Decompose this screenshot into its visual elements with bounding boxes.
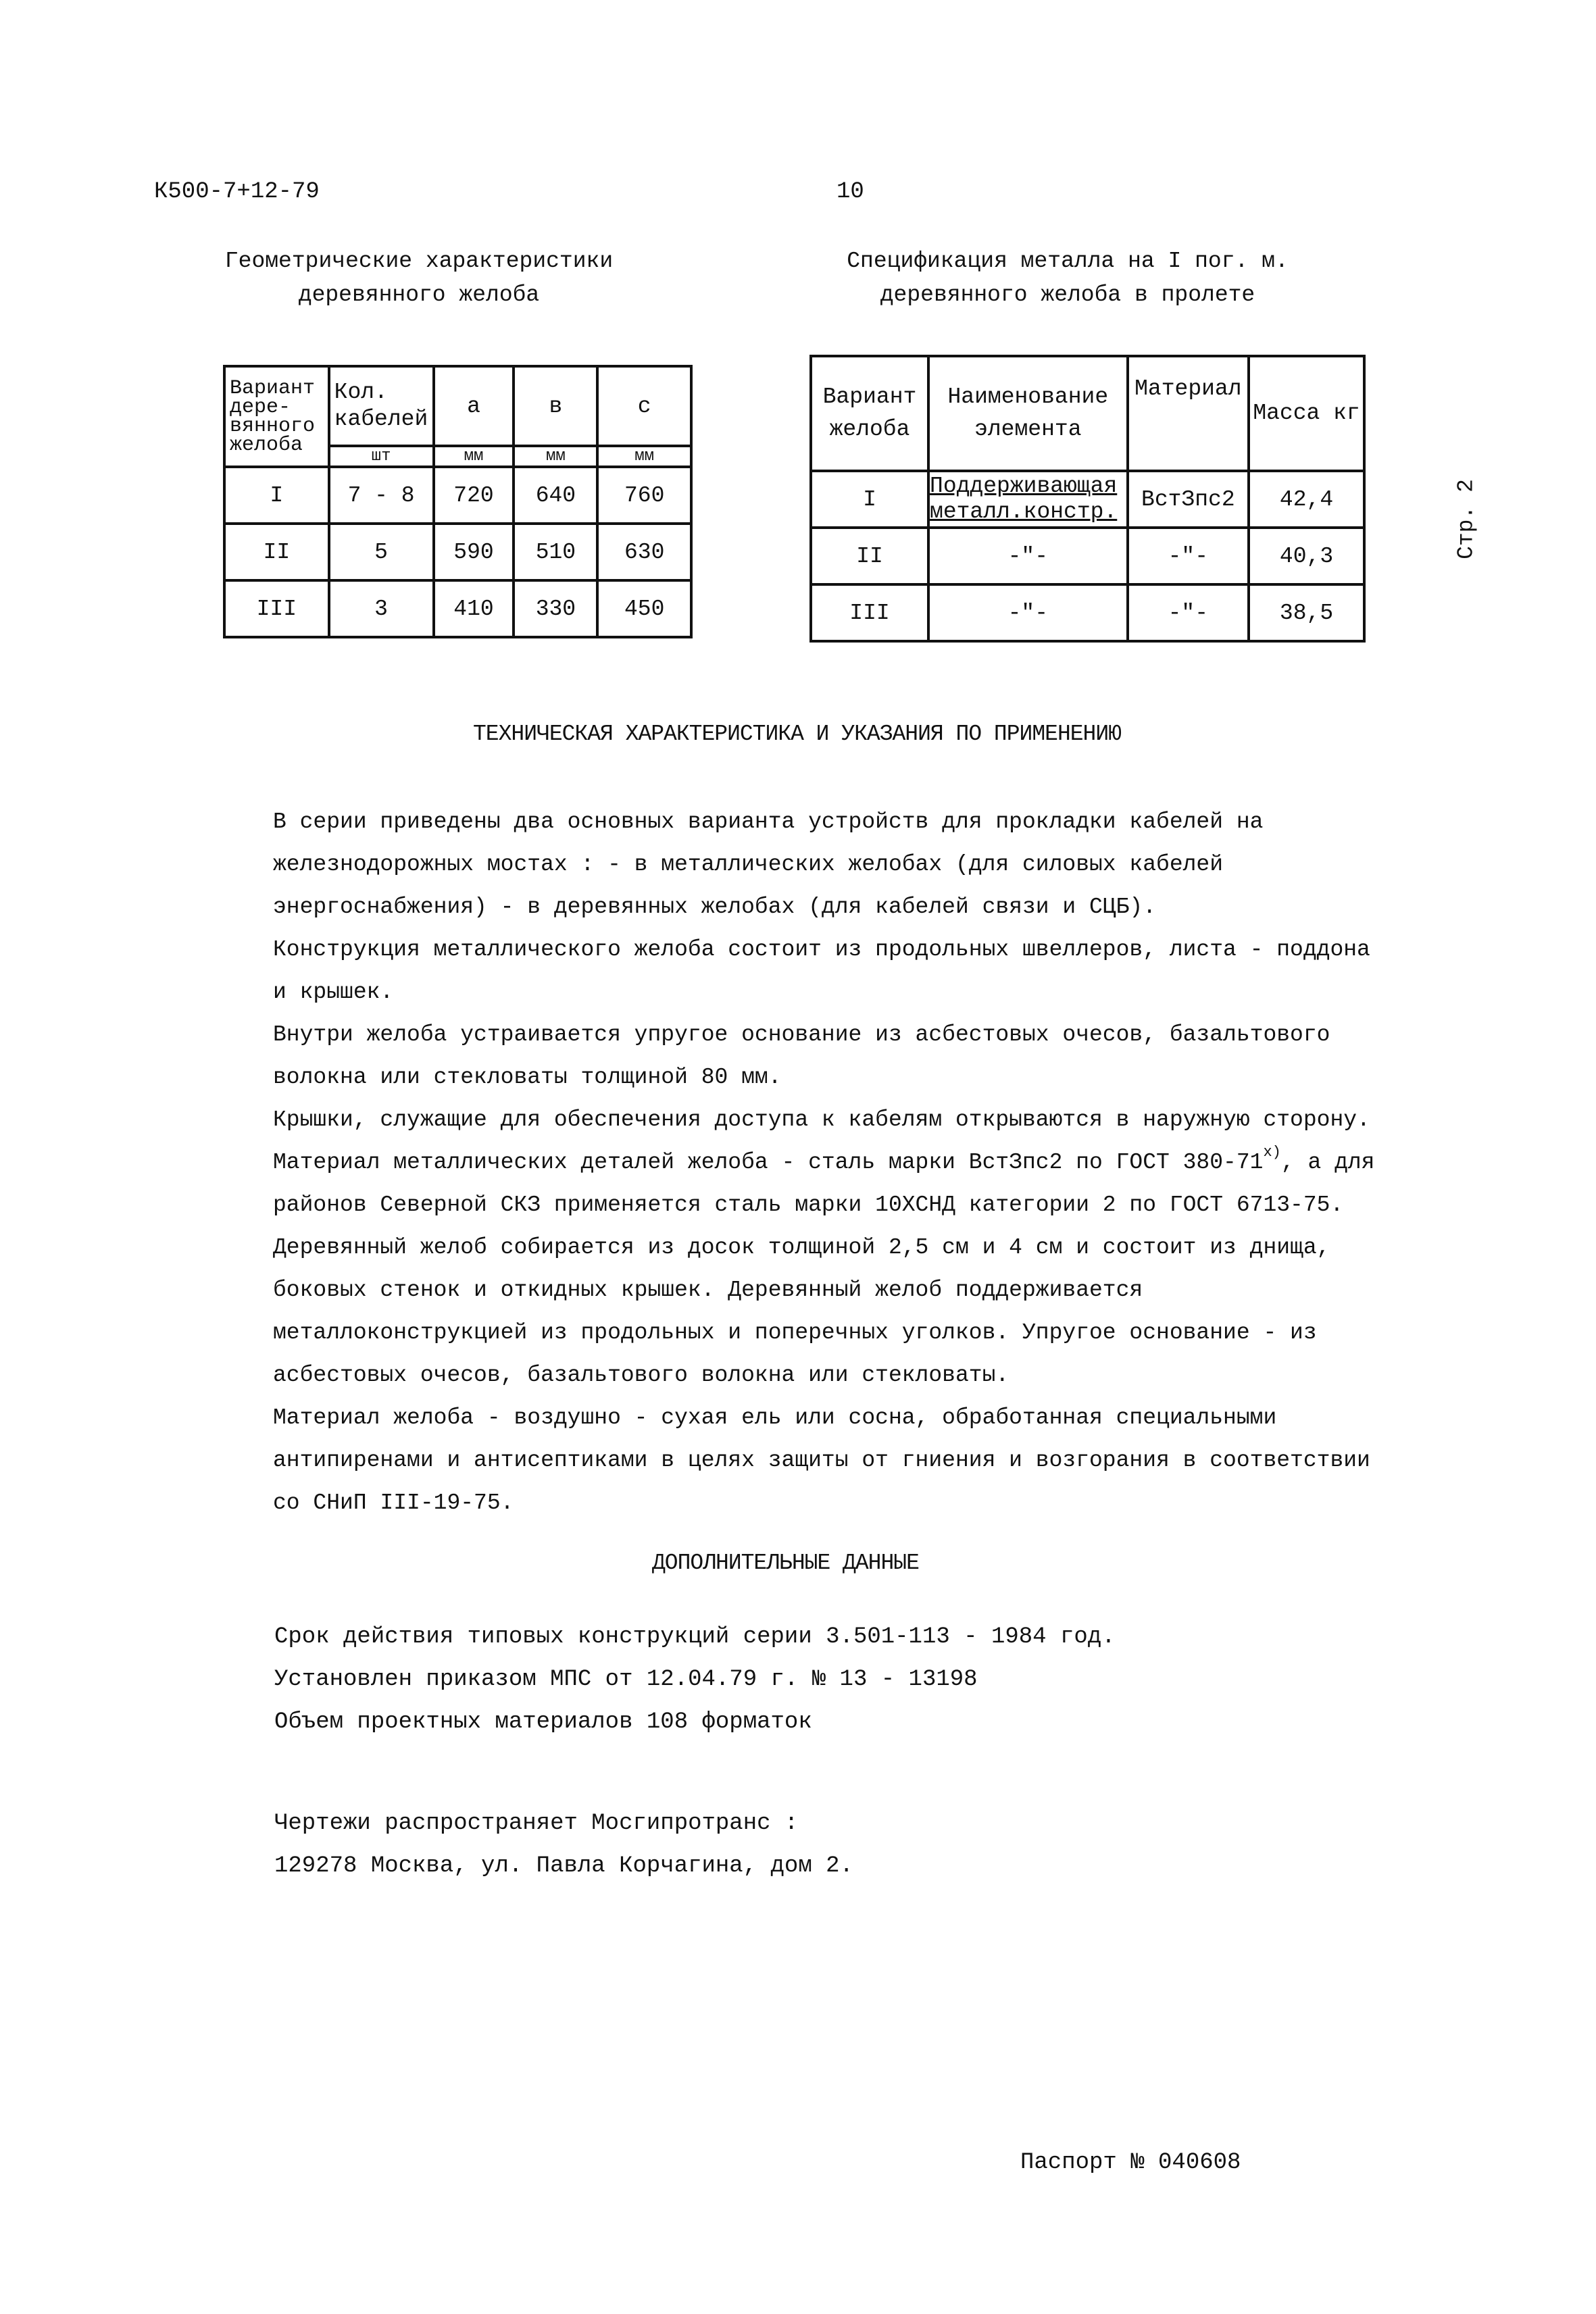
cell-b: 330 (514, 580, 597, 637)
cell-variant: III (224, 580, 329, 637)
table-spec (809, 355, 1366, 643)
col-name-header: Наименование элемента (928, 356, 1128, 471)
distribution-info (274, 1803, 853, 1888)
footnote-mark: х) (1263, 1144, 1281, 1161)
col-variant-header: Вариант желоба (811, 356, 928, 471)
col-variant-header: Вариант дере-вянного желоба (224, 366, 329, 467)
col-cables-header: Кол. кабелей (329, 366, 434, 446)
cell-b: 510 (514, 524, 597, 580)
cell-a: 720 (434, 467, 514, 524)
cell-name: Поддерживающая металл.констр. (928, 471, 1128, 528)
unit-cables: шт (329, 446, 434, 467)
table-row (811, 584, 1364, 641)
cell-variant: II (224, 524, 329, 580)
cell-variant: II (811, 528, 928, 584)
unit-c: мм (597, 446, 691, 467)
cell-material: ВстЗпс2 (1128, 471, 1249, 528)
table-row (224, 524, 691, 580)
cell-mass: 38,5 (1249, 584, 1364, 641)
col-mass-header: Масса кг (1249, 356, 1364, 471)
cell-cables: 3 (329, 580, 434, 637)
table-header-row (811, 356, 1364, 471)
cell-material: -"- (1128, 528, 1249, 584)
col-c-header: с (597, 366, 691, 446)
cell-a: 410 (434, 580, 514, 637)
table-row (224, 467, 691, 524)
paragraph-text: Материал металлических деталей желоба - сталь марки ВстЗпс2 по ГОСТ 380-71 (273, 1150, 1264, 1175)
paragraph-text: , а для районов Северной СКЗ применяется сталь марки 10ХСНД категории 2 по ГОСТ 6713-75. (273, 1150, 1375, 1217)
cell-a: 590 (434, 524, 514, 580)
table-row (224, 580, 691, 637)
paragraph: Внутри желоба устраивается упругое основание из асбестовых очесов, базальтового волокна или стекловаты толщиной 80 мм. (273, 1022, 1330, 1090)
table-geometry (223, 365, 693, 638)
table-row (811, 528, 1364, 584)
cell-name: -"- (928, 528, 1128, 584)
unit-b: мм (514, 446, 597, 467)
cell-c: 630 (597, 524, 691, 580)
paragraph: Конструкция металлического желоба состоит из продольных швеллеров, листа - поддона и крышек. (273, 937, 1370, 1005)
additional-data-list (274, 1616, 1116, 1744)
section-title-additional: ДОПОЛНИТЕЛЬНЫЕ ДАННЫЕ (652, 1551, 919, 1576)
additional-line: Срок действия типовых конструкций серии 3.501-113 - 1984 год. (274, 1624, 1116, 1650)
caption-line: Спецификация металла на I пог. м. (847, 249, 1289, 274)
paragraph: В серии приведены два основных варианта устройств для прокладки кабелей на железнодорожных мостах : - в металлических желобах (для силовых кабелей энергоснабжения) - в деревянных желобах (для кабелей связи и СЦБ). (273, 809, 1264, 920)
section-technical-body (222, 801, 1384, 1524)
paragraph: Крышки, служащие для обеспечения доступа к кабелям открываются в наружную сторону. (273, 1107, 1370, 1132)
additional-line: Объем проектных материалов 108 форматок (274, 1709, 812, 1735)
cell-material: -"- (1128, 584, 1249, 641)
unit-a: мм (434, 446, 514, 467)
caption-line: деревянного желоба (298, 282, 540, 307)
col-a-header: а (434, 366, 514, 446)
cell-variant: I (224, 467, 329, 524)
table-spec-caption (838, 245, 1297, 312)
cell-variant: III (811, 584, 928, 641)
distribution-line: Чертежи распространяет Мосгипротранс : (274, 1811, 799, 1836)
cell-b: 640 (514, 467, 597, 524)
table-header-row (224, 366, 691, 446)
caption-line: деревянного желоба в пролете (880, 282, 1255, 307)
cell-c: 760 (597, 467, 691, 524)
additional-line: Установлен приказом МПС от 12.04.79 г. № 13 - 13198 (274, 1667, 978, 1692)
cell-mass: 42,4 (1249, 471, 1364, 528)
col-material-header: Материал (1128, 356, 1249, 471)
paragraph: Материал желоба - воздушно - сухая ель или сосна, обработанная специальными антипиренами и антисептиками в целях защиты от гниения и возгорания в соответствии со СНиП III-19-75. (273, 1405, 1370, 1515)
document-code: К500-7+12-79 (154, 179, 320, 205)
cell-variant: I (811, 471, 928, 528)
table-row (811, 471, 1364, 528)
paragraph (222, 1141, 1384, 1226)
cell-mass: 40,3 (1249, 528, 1364, 584)
cell-cables: 7 - 8 (329, 467, 434, 524)
cell-c: 450 (597, 580, 691, 637)
paragraph: Деревянный желоб собирается из досок толщиной 2,5 см и 4 см и состоит из днища, боковых стенок и откидных крышек. Деревянный желоб поддерживается металлоконструкцией из продольных и поперечных уголков. Упругое основание - из асбестовых очесов, базальтового волокна или стекловаты. (273, 1235, 1330, 1388)
col-b-header: в (514, 366, 597, 446)
passport-number: Паспорт № 040608 (1020, 2150, 1241, 2175)
page-number: 10 (837, 179, 864, 205)
section-title-technical: ТЕХНИЧЕСКАЯ ХАРАКТЕРИСТИКА И УКАЗАНИЯ ПО ПРИМЕНЕНИЮ (473, 722, 1121, 747)
side-page-label: Стр. 2 (1453, 479, 1479, 559)
table-geometry-caption (216, 245, 622, 312)
cell-cables: 5 (329, 524, 434, 580)
distribution-line: 129278 Москва, ул. Павла Корчагина, дом 2. (274, 1853, 853, 1879)
caption-line: Геометрические характеристики (224, 249, 614, 274)
cell-name: -"- (928, 584, 1128, 641)
